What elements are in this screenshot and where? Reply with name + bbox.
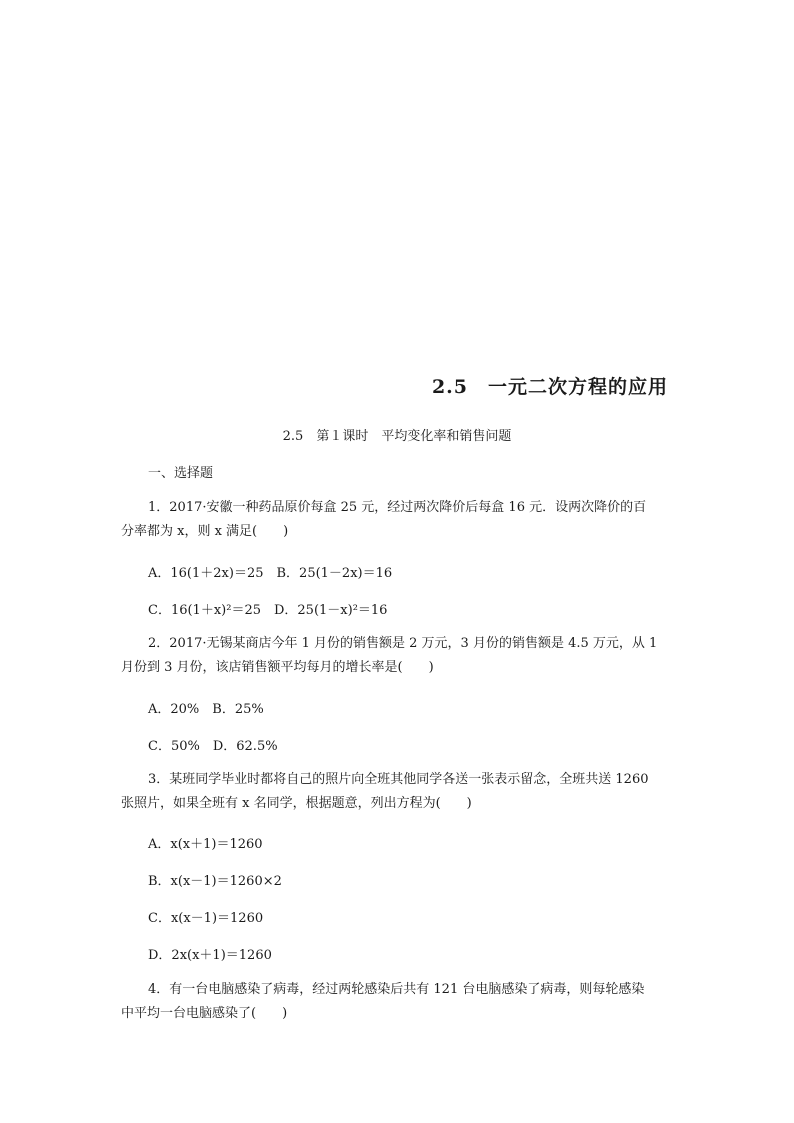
question-3-line-1: 3．某班同学毕业时都将自己的照片向全班其他同学各送一张表示留念，全班共送 1260 <box>148 772 649 787</box>
question-2 <box>121 632 678 680</box>
question-4-line-1: 4．有一台电脑感染了病毒，经过两轮感染后共有 121 台电脑感染了病毒，则每轮感染 <box>148 982 645 997</box>
question-3 <box>121 768 678 816</box>
question-2-options-row-2: C．50% D．62.5% <box>148 739 278 754</box>
question-4-line-2: 中平均一台电脑感染了( ) <box>121 1006 288 1021</box>
lesson-title: 2.5 第１课时 平均变化率和销售问题 <box>282 429 512 444</box>
question-3-line-2: 张照片，如果全班有 x 名同学，根据题意，列出方程为( ) <box>121 796 472 811</box>
section-title: 一、选择题 <box>148 466 214 481</box>
question-2-options-row-1: A．20% B．25% <box>148 702 264 717</box>
question-3-option-b: B．x(x－1)＝1260×2 <box>148 874 282 889</box>
question-2-line-1: 2．2017·无锡某商店今年 1 月份的销售额是 2 万元，3 月份的销售额是 4.5 万元，从 1 <box>148 636 658 651</box>
question-2-line-2: 月份到 3 月份，该店销售额平均每月的增长率是( ) <box>121 660 434 675</box>
question-1-line-2: 分率都为 x，则 x 满足( ) <box>121 524 289 539</box>
question-1 <box>121 496 678 544</box>
question-1-options-row-2: C．16(1＋x)²＝25 D．25(1－x)²＝16 <box>148 603 388 618</box>
question-4 <box>121 978 678 1026</box>
question-1-options-row-1: A．16(1＋2x)＝25 B．25(1－2x)＝16 <box>148 566 393 581</box>
question-3-option-c: C．x(x－1)＝1260 <box>148 911 264 926</box>
chapter-title: 2.5 一元二次方程的应用 <box>431 376 668 398</box>
question-3-option-d: D．2x(x＋1)＝1260 <box>148 948 272 963</box>
question-3-option-a: A．x(x＋1)＝1260 <box>148 837 263 852</box>
question-1-line-1: 1．2017·安徽一种药品原价每盒 25 元，经过两次降价后每盒 16 元．设两次降价的百 <box>148 500 647 515</box>
